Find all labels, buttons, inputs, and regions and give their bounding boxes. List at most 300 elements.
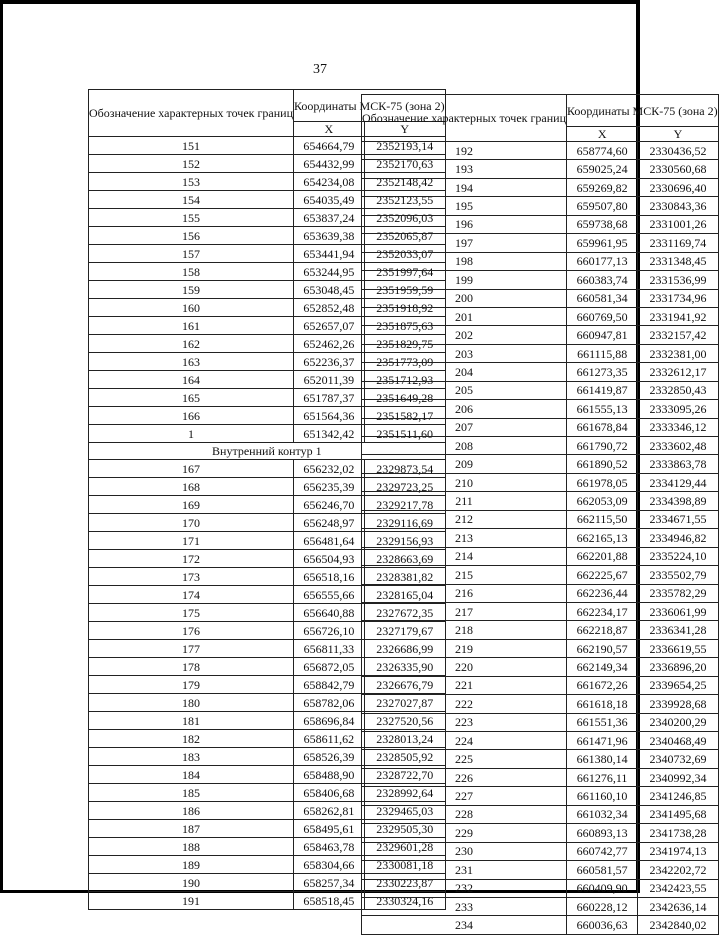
x-coordinate-cell: 653639,38: [294, 227, 365, 245]
y-coordinate-cell: 2328013,24: [364, 730, 445, 748]
point-number-cell: 229: [362, 824, 567, 842]
y-coordinate-cell: 2333095,26: [638, 400, 718, 418]
point-number-cell: 176: [89, 622, 294, 640]
x-coordinate-cell: 661419,87: [567, 381, 638, 399]
table-row: [362, 400, 719, 418]
y-coordinate-cell: 2331536,99: [638, 271, 718, 289]
point-number-cell: 227: [362, 787, 567, 805]
x-coordinate-cell: 656504,93: [294, 550, 365, 568]
point-number-cell: 222: [362, 695, 567, 713]
point-number-cell: 157: [89, 245, 294, 263]
x-coordinate-cell: 660228,12: [567, 897, 638, 915]
coordinates-header: Координаты МСК-75 (зона 2): [567, 95, 719, 127]
table-row: [362, 437, 719, 455]
point-number-cell: 166: [89, 407, 294, 425]
x-coordinate-cell: 660769,50: [567, 307, 638, 325]
y-coordinate-cell: 2351918,92: [364, 299, 445, 317]
point-number-cell: 197: [362, 234, 567, 252]
table-row: [362, 234, 719, 252]
table-row: [362, 566, 719, 584]
point-number-cell: 202: [362, 326, 567, 344]
x-coordinate-cell: 658304,66: [294, 856, 365, 874]
x-coordinate-cell: 660409,90: [567, 879, 638, 897]
x-coordinate-cell: 658611,62: [294, 730, 365, 748]
x-coordinate-cell: 660036,63: [567, 916, 638, 934]
y-coordinate-cell: 2351997,64: [364, 263, 445, 281]
point-number-cell: 189: [89, 856, 294, 874]
x-coordinate-cell: 656235,39: [294, 478, 365, 496]
point-designation-header: Обозначение характерных точек границ: [362, 95, 567, 142]
y-coordinate-cell: 2327672,35: [364, 604, 445, 622]
point-number-cell: 199: [362, 271, 567, 289]
x-coordinate-cell: 662236,44: [567, 584, 638, 602]
point-number-cell: 163: [89, 353, 294, 371]
y-column-header: Y: [364, 122, 445, 137]
y-coordinate-cell: 2334129,44: [638, 473, 718, 491]
x-coordinate-cell: 654035,49: [294, 191, 365, 209]
point-number-cell: 173: [89, 568, 294, 586]
table-row: [362, 787, 719, 805]
y-coordinate-cell: 2336896,20: [638, 658, 718, 676]
y-coordinate-cell: 2326686,99: [364, 640, 445, 658]
y-coordinate-cell: 2335502,79: [638, 566, 718, 584]
y-coordinate-cell: 2330081,18: [364, 856, 445, 874]
coordinates-header: Координаты МСК-75 (зона 2): [294, 90, 446, 122]
x-coordinate-cell: 658518,45: [294, 892, 365, 910]
y-coordinate-cell: 2352148,42: [364, 173, 445, 191]
y-coordinate-cell: 2330223,87: [364, 874, 445, 892]
point-number-cell: 181: [89, 712, 294, 730]
point-number-cell: 224: [362, 732, 567, 750]
x-coordinate-cell: 662218,87: [567, 621, 638, 639]
y-coordinate-cell: 2328165,04: [364, 586, 445, 604]
y-coordinate-cell: 2351712,93: [364, 371, 445, 389]
y-coordinate-cell: 2341974,13: [638, 842, 718, 860]
y-coordinate-cell: 2329873,54: [364, 460, 445, 478]
x-coordinate-cell: 656232,02: [294, 460, 365, 478]
point-number-cell: 226: [362, 768, 567, 786]
point-number-cell: 182: [89, 730, 294, 748]
x-coordinate-cell: 658526,39: [294, 748, 365, 766]
point-number-cell: 152: [89, 155, 294, 173]
x-coordinate-cell: 658774,60: [567, 142, 638, 160]
point-number-cell: 171: [89, 532, 294, 550]
table-row: [362, 676, 719, 694]
table-row: [362, 916, 719, 934]
x-coordinate-cell: 653048,45: [294, 281, 365, 299]
point-number-cell: 184: [89, 766, 294, 784]
point-number-cell: 172: [89, 550, 294, 568]
y-coordinate-cell: 2342840,02: [638, 916, 718, 934]
x-coordinate-cell: 659269,82: [567, 178, 638, 196]
table-row: [362, 197, 719, 215]
x-coordinate-cell: 661890,52: [567, 455, 638, 473]
y-coordinate-cell: 2333863,78: [638, 455, 718, 473]
y-coordinate-cell: 2351511,60: [364, 425, 445, 443]
point-number-cell: 194: [362, 178, 567, 196]
y-coordinate-cell: 2351582,17: [364, 407, 445, 425]
x-coordinate-cell: 651787,37: [294, 389, 365, 407]
x-coordinate-cell: 662165,13: [567, 529, 638, 547]
x-coordinate-cell: 662149,34: [567, 658, 638, 676]
table-row: [362, 732, 719, 750]
x-coordinate-cell: 661160,10: [567, 787, 638, 805]
point-number-cell: 193: [362, 160, 567, 178]
table-row: [362, 252, 719, 270]
x-coordinate-cell: 651342,42: [294, 425, 365, 443]
table-row: [362, 897, 719, 915]
x-coordinate-cell: 661115,88: [567, 344, 638, 362]
point-number-cell: 204: [362, 363, 567, 381]
table-row: [362, 768, 719, 786]
table-row: [362, 289, 719, 307]
point-number-cell: 1: [89, 425, 294, 443]
x-coordinate-cell: 660177,13: [567, 252, 638, 270]
point-number-cell: 175: [89, 604, 294, 622]
table-row: [362, 750, 719, 768]
y-coordinate-cell: 2352065,87: [364, 227, 445, 245]
y-coordinate-cell: 2330324,16: [364, 892, 445, 910]
x-coordinate-cell: 662225,67: [567, 566, 638, 584]
x-coordinate-cell: 661551,36: [567, 713, 638, 731]
table-row: [362, 824, 719, 842]
table-row: [362, 695, 719, 713]
x-coordinate-cell: 661471,96: [567, 732, 638, 750]
x-coordinate-cell: 661678,84: [567, 418, 638, 436]
y-coordinate-cell: 2341495,68: [638, 805, 718, 823]
x-coordinate-cell: 656726,10: [294, 622, 365, 640]
y-coordinate-cell: 2331941,92: [638, 307, 718, 325]
table-row: [362, 584, 719, 602]
y-coordinate-cell: 2334946,82: [638, 529, 718, 547]
y-coordinate-cell: 2351649,28: [364, 389, 445, 407]
point-number-cell: 177: [89, 640, 294, 658]
point-number-cell: 201: [362, 307, 567, 325]
point-number-cell: 192: [362, 142, 567, 160]
point-number-cell: 187: [89, 820, 294, 838]
y-coordinate-cell: 2340732,69: [638, 750, 718, 768]
table-row: [362, 307, 719, 325]
point-number-cell: 228: [362, 805, 567, 823]
y-coordinate-cell: 2331734,96: [638, 289, 718, 307]
x-coordinate-cell: 660581,34: [567, 289, 638, 307]
point-number-cell: 179: [89, 676, 294, 694]
point-number-cell: 220: [362, 658, 567, 676]
x-coordinate-cell: 662201,88: [567, 547, 638, 565]
x-coordinate-cell: 661790,72: [567, 437, 638, 455]
point-number-cell: 217: [362, 602, 567, 620]
y-coordinate-cell: 2351875,63: [364, 317, 445, 335]
y-coordinate-cell: 2339654,25: [638, 676, 718, 694]
point-number-cell: 216: [362, 584, 567, 602]
table-row: [362, 658, 719, 676]
y-coordinate-cell: 2326676,79: [364, 676, 445, 694]
table-row: [362, 142, 719, 160]
y-coordinate-cell: 2335224,10: [638, 547, 718, 565]
section-title-inner-contour: Внутренний контур 1: [89, 443, 446, 460]
right-table-body: [362, 142, 719, 935]
table-row: [362, 492, 719, 510]
x-coordinate-cell: 658463,78: [294, 838, 365, 856]
x-coordinate-cell: 661555,13: [567, 400, 638, 418]
x-coordinate-cell: 651564,36: [294, 407, 365, 425]
y-coordinate-cell: 2342636,14: [638, 897, 718, 915]
x-coordinate-cell: 656246,70: [294, 496, 365, 514]
x-coordinate-cell: 652852,48: [294, 299, 365, 317]
y-coordinate-cell: 2340200,29: [638, 713, 718, 731]
table-row: [362, 473, 719, 491]
x-coordinate-cell: 652011,39: [294, 371, 365, 389]
coordinates-table-right: [361, 94, 719, 935]
point-number-cell: 209: [362, 455, 567, 473]
x-coordinate-cell: 659961,95: [567, 234, 638, 252]
point-number-cell: 164: [89, 371, 294, 389]
table-row: [362, 842, 719, 860]
y-coordinate-cell: 2352170,63: [364, 155, 445, 173]
y-coordinate-cell: 2327027,87: [364, 694, 445, 712]
x-coordinate-cell: 658262,81: [294, 802, 365, 820]
y-coordinate-cell: 2342423,55: [638, 879, 718, 897]
point-number-cell: 215: [362, 566, 567, 584]
x-coordinate-cell: 654664,79: [294, 137, 365, 155]
x-coordinate-cell: 658488,90: [294, 766, 365, 784]
y-coordinate-cell: 2352096,03: [364, 209, 445, 227]
point-number-cell: 151: [89, 137, 294, 155]
x-coordinate-cell: 656872,05: [294, 658, 365, 676]
point-number-cell: 156: [89, 227, 294, 245]
y-coordinate-cell: 2326335,90: [364, 658, 445, 676]
x-coordinate-cell: 656481,64: [294, 532, 365, 550]
y-coordinate-cell: 2340468,49: [638, 732, 718, 750]
point-number-cell: 161: [89, 317, 294, 335]
table-row: [362, 160, 719, 178]
x-coordinate-cell: 658842,79: [294, 676, 365, 694]
x-coordinate-cell: 653441,94: [294, 245, 365, 263]
y-coordinate-cell: 2334671,55: [638, 510, 718, 528]
page-number: 37: [313, 62, 327, 77]
point-number-cell: 162: [89, 335, 294, 353]
scan-border-top: [0, 0, 640, 4]
y-coordinate-cell: 2329156,93: [364, 532, 445, 550]
point-number-cell: 205: [362, 381, 567, 399]
point-number-cell: 160: [89, 299, 294, 317]
point-number-cell: 203: [362, 344, 567, 362]
y-coordinate-cell: 2331001,26: [638, 215, 718, 233]
x-column-header: X: [567, 127, 638, 142]
point-number-cell: 158: [89, 263, 294, 281]
x-coordinate-cell: 662234,17: [567, 602, 638, 620]
y-coordinate-cell: 2328992,64: [364, 784, 445, 802]
x-coordinate-cell: 660893,13: [567, 824, 638, 842]
table-row: [362, 178, 719, 196]
x-coordinate-cell: 659025,24: [567, 160, 638, 178]
y-column-header: Y: [638, 127, 718, 142]
y-coordinate-cell: 2332612,17: [638, 363, 718, 381]
y-coordinate-cell: 2328722,70: [364, 766, 445, 784]
x-coordinate-cell: 658257,34: [294, 874, 365, 892]
x-coordinate-cell: 662053,09: [567, 492, 638, 510]
x-coordinate-cell: 653837,24: [294, 209, 365, 227]
point-number-cell: 198: [362, 252, 567, 270]
y-coordinate-cell: 2330843,36: [638, 197, 718, 215]
y-coordinate-cell: 2330436,52: [638, 142, 718, 160]
table-row: [362, 363, 719, 381]
point-number-cell: 233: [362, 897, 567, 915]
x-coordinate-cell: 661273,35: [567, 363, 638, 381]
y-coordinate-cell: 2328505,92: [364, 748, 445, 766]
point-number-cell: 231: [362, 861, 567, 879]
x-coordinate-cell: 656555,66: [294, 586, 365, 604]
point-number-cell: 234: [362, 916, 567, 934]
x-coordinate-cell: 654432,99: [294, 155, 365, 173]
point-number-cell: 153: [89, 173, 294, 191]
y-coordinate-cell: 2352033,07: [364, 245, 445, 263]
point-number-cell: 210: [362, 473, 567, 491]
x-coordinate-cell: 656518,16: [294, 568, 365, 586]
y-coordinate-cell: 2332381,00: [638, 344, 718, 362]
point-number-cell: 185: [89, 784, 294, 802]
x-coordinate-cell: 658495,61: [294, 820, 365, 838]
point-number-cell: 170: [89, 514, 294, 532]
x-coordinate-cell: 661032,34: [567, 805, 638, 823]
table-row: [362, 381, 719, 399]
point-number-cell: 218: [362, 621, 567, 639]
x-coordinate-cell: 658782,06: [294, 694, 365, 712]
x-coordinate-cell: 661978,05: [567, 473, 638, 491]
x-coordinate-cell: 660947,81: [567, 326, 638, 344]
point-number-cell: 183: [89, 748, 294, 766]
x-coordinate-cell: 660581,57: [567, 861, 638, 879]
y-coordinate-cell: 2329723,25: [364, 478, 445, 496]
x-coordinate-cell: 659738,68: [567, 215, 638, 233]
point-number-cell: 208: [362, 437, 567, 455]
point-number-cell: 230: [362, 842, 567, 860]
y-coordinate-cell: 2335782,29: [638, 584, 718, 602]
x-coordinate-cell: 661276,11: [567, 768, 638, 786]
y-coordinate-cell: 2329505,30: [364, 820, 445, 838]
point-number-cell: 155: [89, 209, 294, 227]
point-number-cell: 178: [89, 658, 294, 676]
point-designation-header: Обозначение характерных точек границ: [89, 90, 294, 137]
y-coordinate-cell: 2329116,69: [364, 514, 445, 532]
point-number-cell: 196: [362, 215, 567, 233]
point-number-cell: 195: [362, 197, 567, 215]
y-coordinate-cell: 2327520,56: [364, 712, 445, 730]
point-number-cell: 214: [362, 547, 567, 565]
point-number-cell: 174: [89, 586, 294, 604]
y-coordinate-cell: 2331169,74: [638, 234, 718, 252]
point-number-cell: 212: [362, 510, 567, 528]
point-number-cell: 200: [362, 289, 567, 307]
table-row: [362, 215, 719, 233]
y-coordinate-cell: 2333602,48: [638, 437, 718, 455]
y-coordinate-cell: 2332157,42: [638, 326, 718, 344]
x-coordinate-cell: 658696,84: [294, 712, 365, 730]
point-number-cell: 186: [89, 802, 294, 820]
point-number-cell: 206: [362, 400, 567, 418]
table-row: [362, 344, 719, 362]
point-number-cell: 165: [89, 389, 294, 407]
point-number-cell: 191: [89, 892, 294, 910]
point-number-cell: 167: [89, 460, 294, 478]
y-coordinate-cell: 2351829,75: [364, 335, 445, 353]
y-coordinate-cell: 2341738,28: [638, 824, 718, 842]
y-coordinate-cell: 2329465,03: [364, 802, 445, 820]
x-coordinate-cell: 659507,80: [567, 197, 638, 215]
point-number-cell: 190: [89, 874, 294, 892]
x-coordinate-cell: 653244,95: [294, 263, 365, 281]
x-coordinate-cell: 656640,88: [294, 604, 365, 622]
table-row: [362, 713, 719, 731]
table-row: [362, 529, 719, 547]
point-number-cell: 154: [89, 191, 294, 209]
point-number-cell: 159: [89, 281, 294, 299]
point-number-cell: 168: [89, 478, 294, 496]
y-coordinate-cell: 2327179,67: [364, 622, 445, 640]
x-coordinate-cell: 660383,74: [567, 271, 638, 289]
y-coordinate-cell: 2352193,14: [364, 137, 445, 155]
point-number-cell: 232: [362, 879, 567, 897]
y-coordinate-cell: 2336341,28: [638, 621, 718, 639]
table-row: [362, 861, 719, 879]
y-coordinate-cell: 2351959,59: [364, 281, 445, 299]
x-coordinate-cell: 662115,50: [567, 510, 638, 528]
y-coordinate-cell: 2352123,55: [364, 191, 445, 209]
x-coordinate-cell: 656811,33: [294, 640, 365, 658]
point-number-cell: 207: [362, 418, 567, 436]
table-row: [362, 510, 719, 528]
x-coordinate-cell: 662190,57: [567, 639, 638, 657]
table-row: [362, 547, 719, 565]
table-row: [362, 639, 719, 657]
point-number-cell: 213: [362, 529, 567, 547]
y-coordinate-cell: 2342202,72: [638, 861, 718, 879]
x-coordinate-cell: 661618,18: [567, 695, 638, 713]
x-coordinate-cell: 658406,68: [294, 784, 365, 802]
point-number-cell: 180: [89, 694, 294, 712]
table-row: [362, 326, 719, 344]
table-row: [362, 455, 719, 473]
x-coordinate-cell: 652657,07: [294, 317, 365, 335]
point-number-cell: 225: [362, 750, 567, 768]
x-coordinate-cell: 656248,97: [294, 514, 365, 532]
table-row: [362, 621, 719, 639]
y-coordinate-cell: 2329601,28: [364, 838, 445, 856]
point-number-cell: 169: [89, 496, 294, 514]
y-coordinate-cell: 2339928,68: [638, 695, 718, 713]
x-coordinate-cell: 660742,77: [567, 842, 638, 860]
point-number-cell: 223: [362, 713, 567, 731]
y-coordinate-cell: 2336061,99: [638, 602, 718, 620]
point-number-cell: 221: [362, 676, 567, 694]
y-coordinate-cell: 2340992,34: [638, 768, 718, 786]
y-coordinate-cell: 2333346,12: [638, 418, 718, 436]
point-number-cell: 211: [362, 492, 567, 510]
x-column-header: X: [294, 122, 365, 137]
table-row: [362, 805, 719, 823]
y-coordinate-cell: 2328381,82: [364, 568, 445, 586]
y-coordinate-cell: 2330696,40: [638, 178, 718, 196]
table-row: [362, 271, 719, 289]
point-number-cell: 219: [362, 639, 567, 657]
y-coordinate-cell: 2329217,78: [364, 496, 445, 514]
y-coordinate-cell: 2330560,68: [638, 160, 718, 178]
scan-border-left: [0, 0, 3, 893]
y-coordinate-cell: 2341246,85: [638, 787, 718, 805]
table-row: [362, 879, 719, 897]
x-coordinate-cell: 661672,26: [567, 676, 638, 694]
table-row: [362, 602, 719, 620]
